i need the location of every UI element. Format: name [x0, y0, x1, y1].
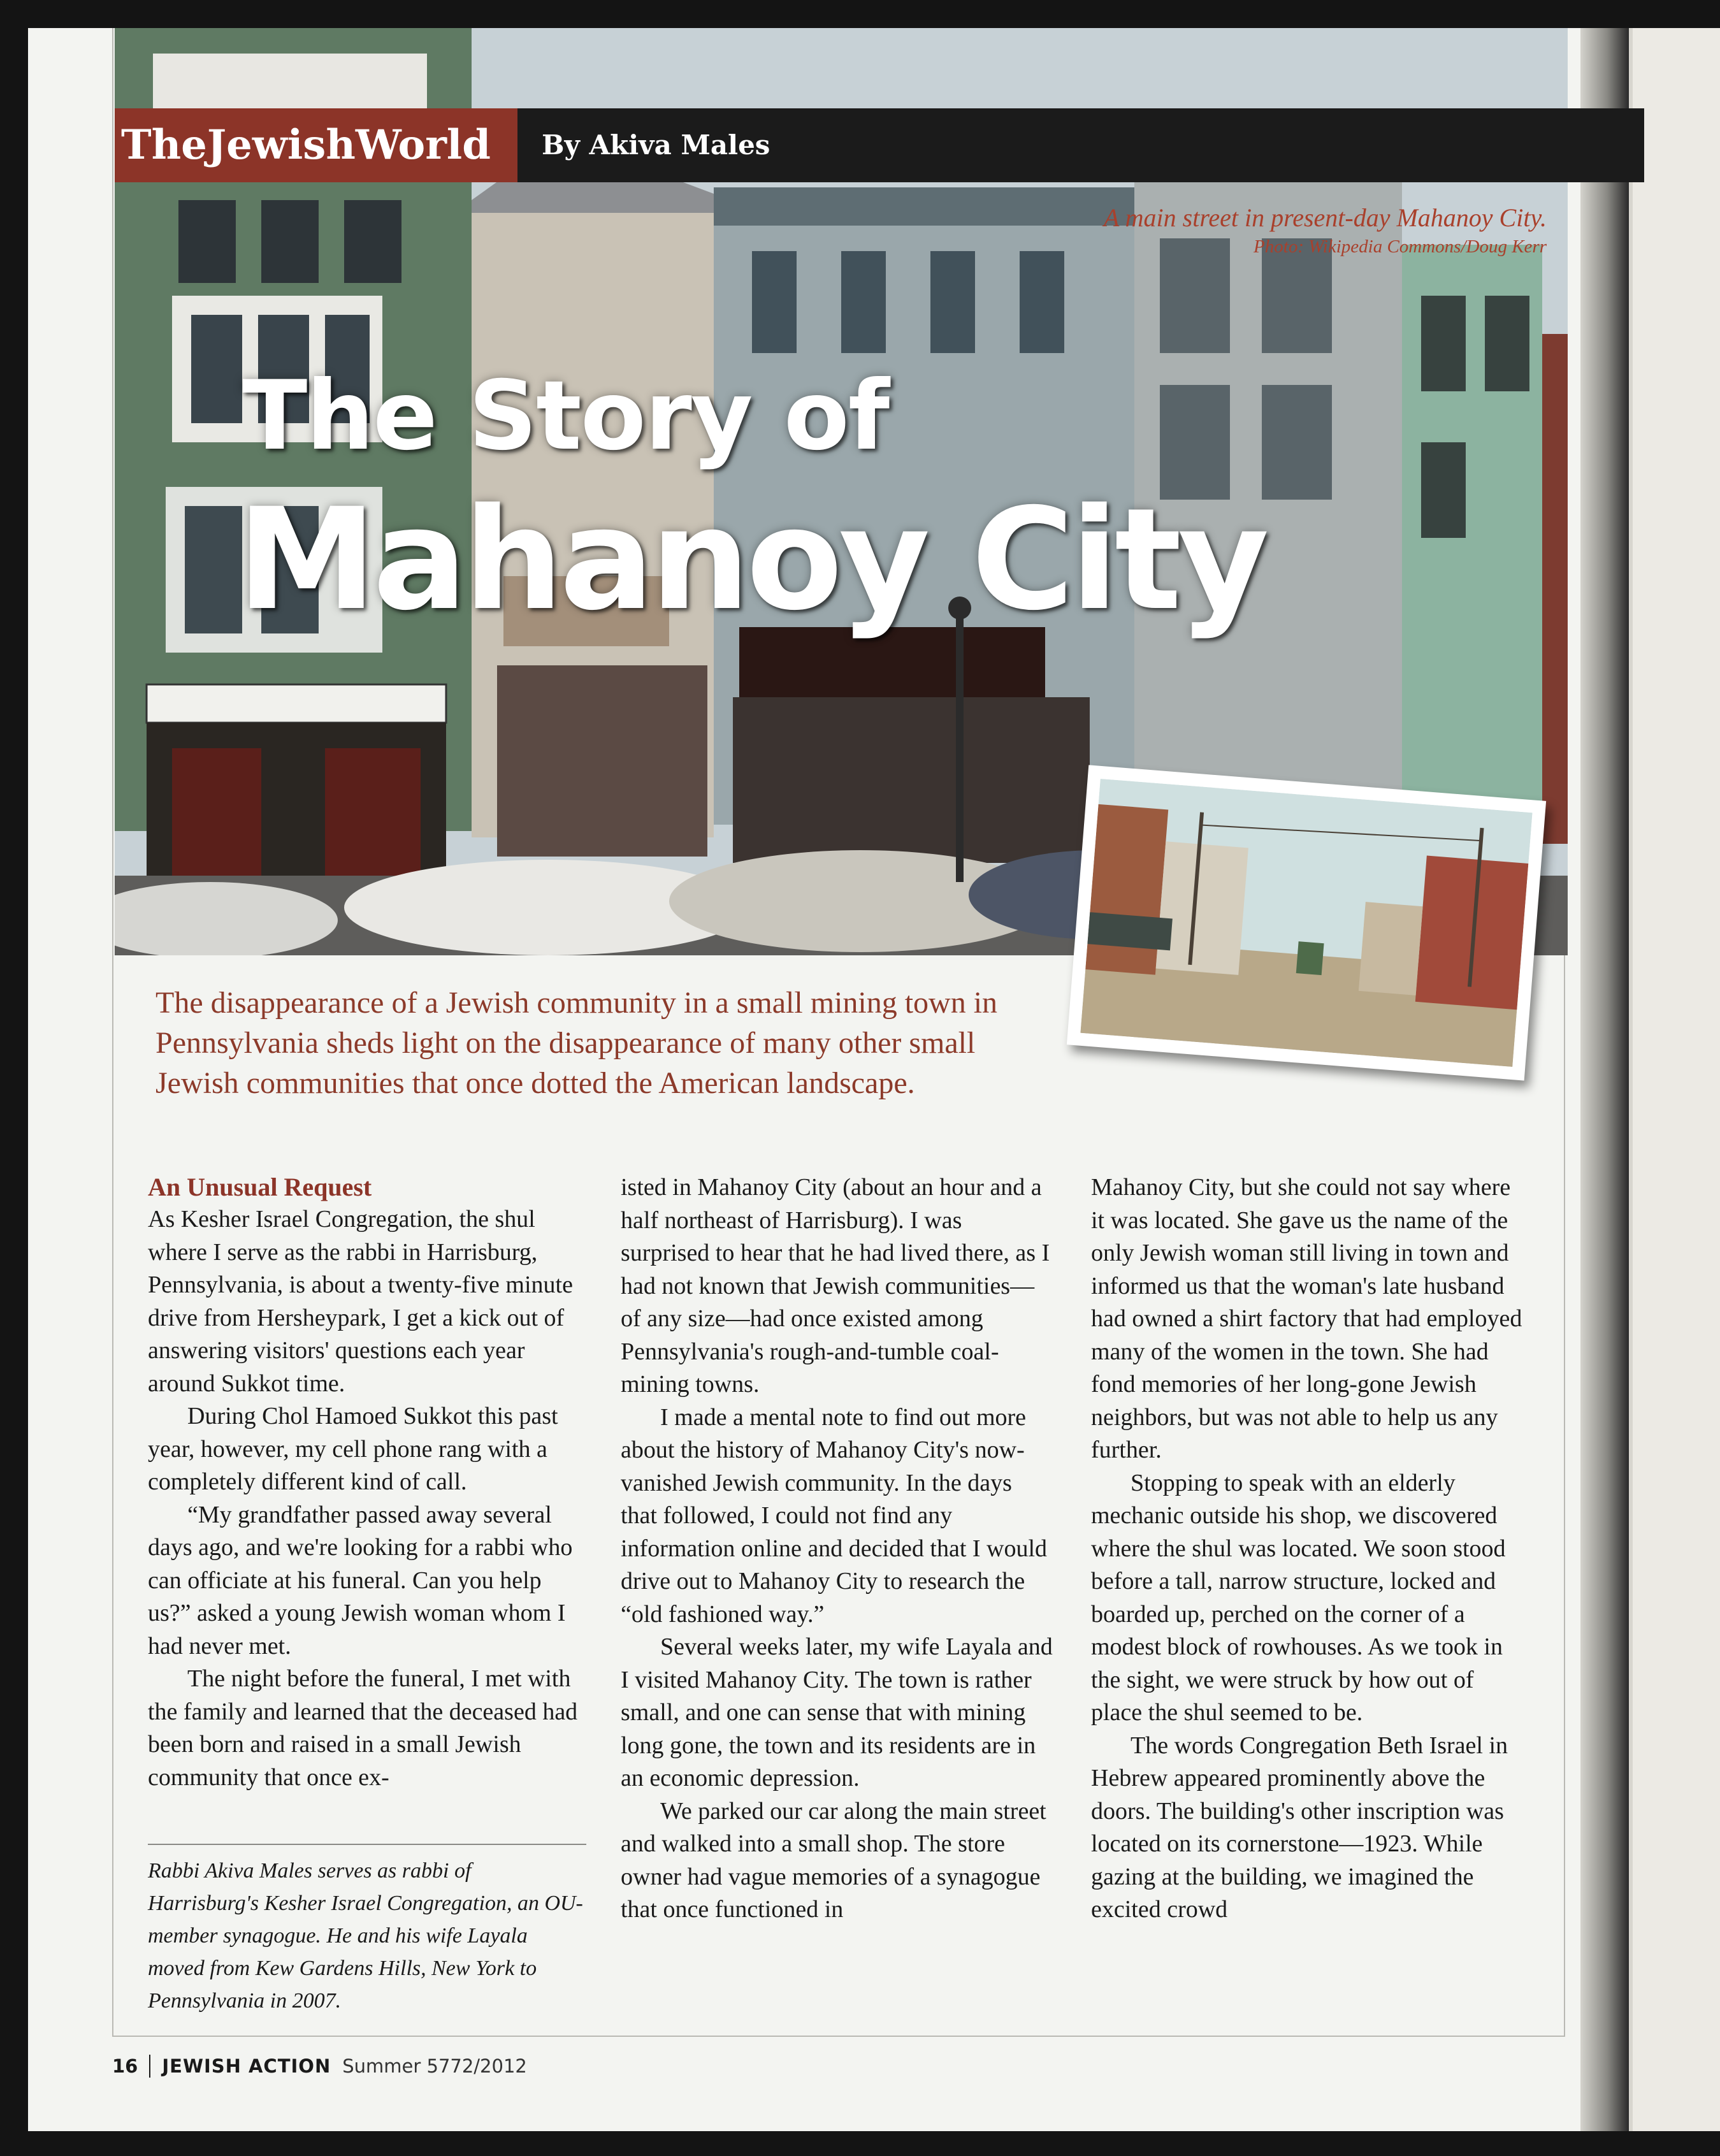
photo-credit: Photo: Wikipedia Commons/Doug Kerr: [1254, 236, 1547, 257]
article-deck: The disappearance of a Jewish community in a small mining town in Pennsylvania sheds light on the disappearance of many other small Jewish communities that once dotted the American landscape.: [155, 986, 998, 1100]
paragraph: Several weeks later, my wife Layala and I visited Mahanoy City. The town is rather small, and one can sense that with mining long gone, the town and its residents are in an economic depression.: [621, 1633, 1053, 1791]
article-column-1: [148, 1171, 581, 1794]
article-column-2: [621, 1171, 1054, 1927]
section-tag: TheJewishWorld: [115, 108, 517, 182]
page-number: 16: [112, 2055, 138, 2077]
magazine-name: JEWISH ACTION: [162, 2055, 331, 2077]
photo-caption: A main street in present-day Mahanoy City.: [1103, 203, 1547, 232]
byline: By Akiva Males: [542, 129, 770, 161]
photo-caption-block: [1104, 203, 1547, 257]
paragraph: Mahanoy City, but she could not say where it was located. She gave us the name of the only Jewish woman still living in town and informed us that the woman's late husband had owned a shirt factory that had employed many of the women in the town. She had fond memories of her long-gone Jewish neighbors, but was not able to help us any further.: [1091, 1174, 1522, 1463]
paragraph: As Kesher Israel Congregation, the shul where I serve as the rabbi in Harrisburg, Pennsylvania, is about a twenty-five minute drive from Hersheypark, I get a kick out of answering visitors' questions each year around Sukkot time.: [148, 1206, 573, 1397]
bio-divider: [148, 1844, 586, 1845]
paragraph: isted in Mahanoy City (about an hour and a half northeast of Harrisburg). I was surprised to hear that he had lived there, as I had not known that Jewish communities—of any size—had once existed among Pennsylvania's rough-and-tumble coal-mining towns.: [621, 1174, 1050, 1398]
footer-divider: [149, 2055, 150, 2078]
paragraph: We parked our car along the main street and walked into a small shop. The store owner had vague memories of a synagogue that once functioned in: [621, 1797, 1046, 1923]
paragraph: “My grandfather passed away several days ago, and we're looking for a rabbi who can officiate at his funeral. Can you help us?” asked a young Jewish woman whom I had never met.: [148, 1501, 573, 1660]
paragraph: The night before the funeral, I met with the family and learned that the deceased had been born and raised in a small Jewish community that once ex-: [148, 1665, 578, 1791]
facing-page-edge: [1629, 28, 1720, 2131]
article-subhead: An Unusual Request: [148, 1173, 372, 1201]
paragraph: During Chol Hamoed Sukkot this past year, however, my cell phone rang with a completely different kind of call.: [148, 1403, 558, 1495]
binding-gutter: [1580, 28, 1629, 2131]
paragraph: The words Congregation Beth Israel in Hebrew appeared prominently above the doors. The building's other inscription was located on its cornerstone—1923. While gazing at the building, we imagined the excited crowd: [1091, 1732, 1508, 1923]
section-header-band: [115, 108, 1644, 182]
headline-line-2: Mahanoy City: [237, 478, 1266, 641]
article-column-3: [1091, 1171, 1524, 1927]
page-footer: [112, 2055, 527, 2078]
headline-line-1: The Story of: [242, 361, 889, 472]
paragraph: Stopping to speak with an elderly mechanic outside his shop, we discovered where the shul was located. We soon stood before a tall, narrow structure, locked and boarded up, perched on the corner of a modest block of rowhouses. As we took in the sight, we were struck by how out of place the shul seemed to be.: [1091, 1469, 1506, 1726]
vintage-postcard-inset: [1067, 765, 1546, 1080]
issue-date: Summer 5772/2012: [342, 2055, 527, 2077]
author-bio: Rabbi Akiva Males serves as rabbi of Harrisburg's Kesher Israel Congregation, an OU-member synagogue. He and his wife Layala moved from Kew Gardens Hills, New York to Pennsylvania in 2007.: [148, 1859, 583, 2013]
paragraph: I made a mental note to find out more about the history of Mahanoy City's now-vanished Jewish community. In the days that followed, I could not find any information online and decided that I would drive out to Mahanoy City to research the “old fashioned way.”: [621, 1403, 1048, 1628]
